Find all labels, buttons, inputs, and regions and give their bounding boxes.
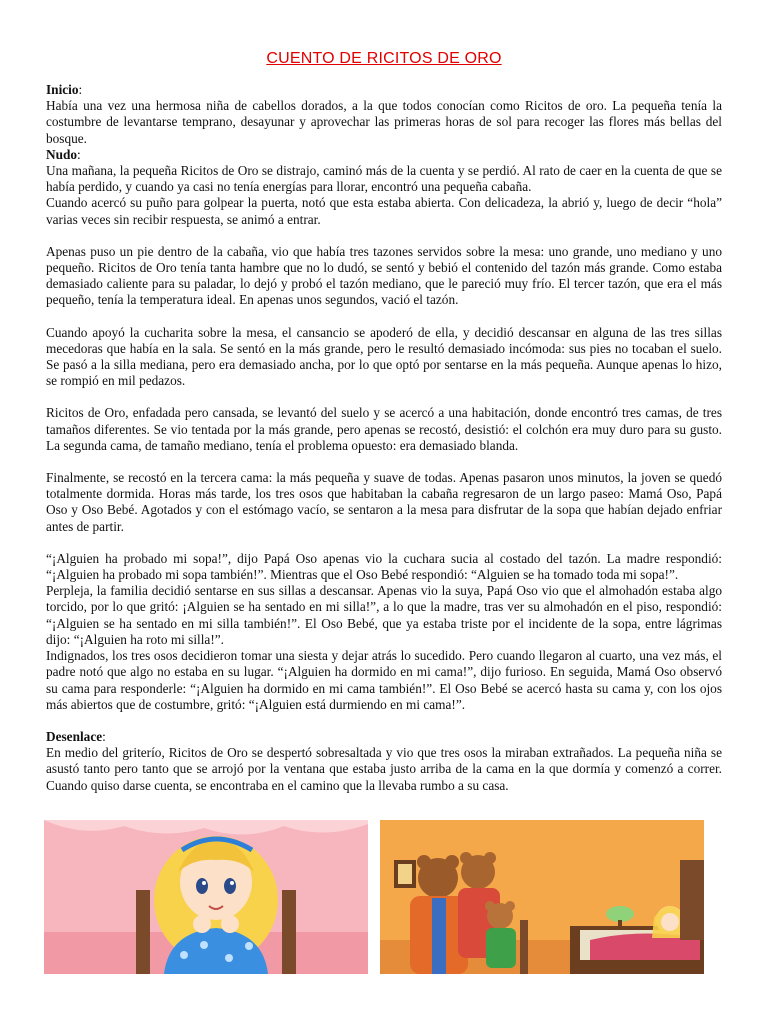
paragraph: Había una vez una hermosa niña de cabellos dorados, a la que todos conocían como Ricitos de oro. La pequeña tenía la costumbre de levantarse temprano, desayunar y aprovechar las primeras horas de sol para recoger las flores más bellas del bosque.	[46, 98, 722, 146]
paragraph: Ricitos de Oro, enfadada pero cansada, se levantó del suelo y se acercó a una habitación, donde encontró tres camas, de tres tamaños diferentes. Se vio tentada por la más grande, pero apenas se recostó, desistió: el colchón era muy duro para su gusto. La segunda cama, de tamaño mediano, tenía el problema opuesto: era demasiado blanda.	[46, 405, 722, 453]
section-heading-desenlace: Desenlace:	[46, 728, 106, 744]
section-heading-inicio: Inicio:	[46, 82, 83, 97]
paragraph: En medio del griterío, Ricitos de Oro se despertó sobresaltada y vio que tres osos la miraban extrañados. La pequeña niña se asustó tanto pero tanto que se arrojó por la ventana que estaba justo arriba de la cama en la que dormía y comenzó a correr. Cuando quiso darse cuenta, se encontraba en el camino que la llevaba rumbo a su casa.	[46, 745, 722, 793]
document-title: CUENTO DE RICITOS DE ORO	[266, 50, 502, 67]
three-bears-illustration	[380, 820, 704, 974]
paragraph: “¡Alguien ha probado mi sopa!”, dijo Papá Oso apenas vio la cuchara sucia al costado del tazón. La madre respondió: “¡Alguien ha probado mi sopa también!”. Mientras que el Oso Bebé respondió: “Alguien se ha tomado toda mi sopa!”.	[46, 550, 722, 583]
section-heading-nudo: Nudo:	[46, 146, 81, 162]
paragraph: Perpleja, la familia decidió sentarse en sus sillas a descansar. Apenas vio la suya, Papá Oso vio que el almohadón estaba algo torcido, por lo que gritó: ¡Alguien se ha sentado en mi silla!”, a lo que la madre, tras ver su almohadón en el piso, respondió: “¡Alguien se ha sentado en mi silla también!”. El Oso Bebé, que ya estaba triste por el incidente de la sopa, entre lágrimas dijo: “¡Alguien ha roto mi silla!”.	[46, 583, 722, 647]
paragraph: Una mañana, la pequeña Ricitos de Oro se distrajo, caminó más de la cuenta y se perdió. Al rato de caer en la cuenta de que se había perdido, y cuando ya casi no tenía energías para llorar, encontró una pequeña cabaña.	[46, 163, 722, 195]
paragraph: Indignados, los tres osos decidieron tomar una siesta y dejar atrás lo sucedido. Pero cuando llegaron al cuarto, una vez más, el padre notó que algo no estaba en su lugar. “¡Alguien ha dormido en mi cama!”, dijo furioso. En seguida, Mamá Oso observó su cama para responderle: “¡Alguien ha dormido en mi cama también!”. El Oso Bebé se acercó hasta su cama y, con los ojos más abiertos que de costumbre, gritó: “¡Alguien está durmiendo en mi cama!”.	[46, 648, 722, 712]
story-body	[46, 82, 722, 794]
paragraph: Finalmente, se recostó en la tercera cama: la más pequeña y suave de todas. Apenas pasaron unos minutos, la joven se quedó totalmente dormida. Horas más tarde, los tres osos que habitaban la cabaña regresaron de un largo paseo: Mamá Oso, Papá Oso y Oso Bebé. Agotados y con el estómago vacío, se sentaron a la mesa para disfrutar de la sopa que habían dejado enfriar antes de partir.	[46, 470, 722, 534]
paragraph: Cuando apoyó la cucharita sobre la mesa, el cansancio se apoderó de ella, y decidió descansar en alguna de las tres sillas mecedoras que había en la sala. Se sentó en la más grande, pero le resultó demasiado incómoda: sus pies no tocaban el suelo. Se pasó a la silla mediana, pero era demasiado ancha, por lo que optó por sentarse en la más pequeña. Aunque apenas lo hizo, se rompió en mil pedazos.	[46, 324, 722, 389]
paragraph: Cuando acercó su puño para golpear la puerta, notó que esta estaba abierta. Con delicadeza, la abrió y, luego de decir “hola” varias veces sin recibir respuesta, se animó a entrar.	[46, 195, 722, 227]
paragraph: Apenas puso un pie dentro de la cabaña, vio que había tres tazones servidos sobre la mesa: uno grande, uno mediano y uno pequeño. Ricitos de Oro tenía tanta hambre que no lo dudó, se sentó y bebió el contenido del tazón más grande. Como estaba demasiado caliente para su paladar, lo dejó y probó el tazón mediano, que le pareció muy frío. El tercer tazón, que era el más pequeño, tenía la temperatura ideal. En apenas unos segundos, vació el tazón.	[46, 243, 722, 308]
goldilocks-illustration	[44, 820, 368, 974]
